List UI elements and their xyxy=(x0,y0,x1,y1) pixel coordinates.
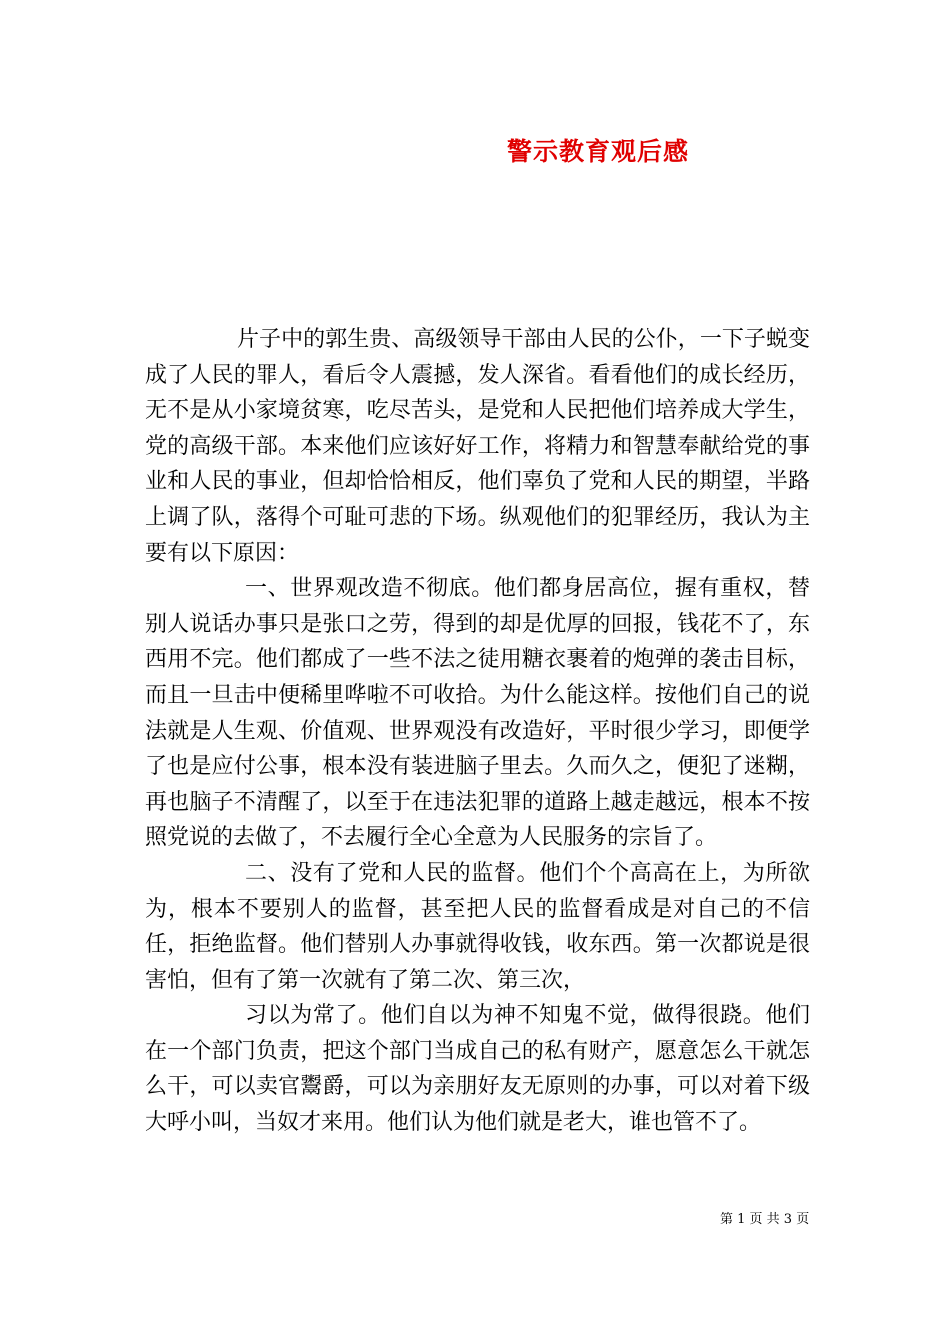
paragraph-point-two: 二、没有了党和人民的监督。他们个个高高在上，为所欲为，根本不要别人的监督，甚至把人民的监督看成是对自己的不信任，拒绝监督。他们替别人办事就得收钱，收东西。第一次都说是很害怕，但有了第一次就有了第二次、第三次， xyxy=(145,860,810,993)
paragraph-continuation: 习以为常了。他们自以为神不知鬼不觉，做得很跷。他们在一个部门负责，把这个部门当成自己的私有财产，愿意怎么干就怎么干，可以卖官鬻爵，可以为亲朋好友无原则的办事，可以对着下级大呼小叫，当奴才来用。他们认为他们就是老大，谁也管不了。 xyxy=(145,1003,810,1136)
paragraph-intro: 片子中的郭生贵、高级领导干部由人民的公仆，一下子蜕变成了人民的罪人，看后令人震撼，发人深省。看看他们的成长经历，无不是从小家境贫寒，吃尽苦头，是党和人民把他们培养成大学生，党的高级干部。本来他们应该好好工作，将精力和智慧奉献给党的事业和人民的事业，但却恰恰相反，他们辜负了党和人民的期望，半路上调了队，落得个可耻可悲的下场。纵观他们的犯罪经历，我认为主要有以下原因： xyxy=(145,327,810,566)
page-number: 第 1 页 共 3 页 xyxy=(720,1212,810,1227)
document-body xyxy=(145,322,810,1141)
paragraph-point-one: 一、世界观改造不彻底。他们都身居高位，握有重权，替别人说话办事只是张口之劳，得到的却是优厚的回报，钱花不了，东西用不完。他们都成了一些不法之徒用糖衣裹着的炮弹的袭击目标，而且一旦击中便稀里哗啦不可收拾。为什么能这样。按他们自己的说法就是人生观、价值观、世界观没有改造好，平时很少学习，即便学了也是应付公事，根本没有装进脑子里去。久而久之，便犯了迷糊，再也脑子不清醒了，以至于在违法犯罪的道路上越走越远，根本不按照党说的去做了，不去履行全心全意为人民服务的宗旨了。 xyxy=(145,576,810,851)
page-title: 警示教育观后感 xyxy=(506,137,689,166)
